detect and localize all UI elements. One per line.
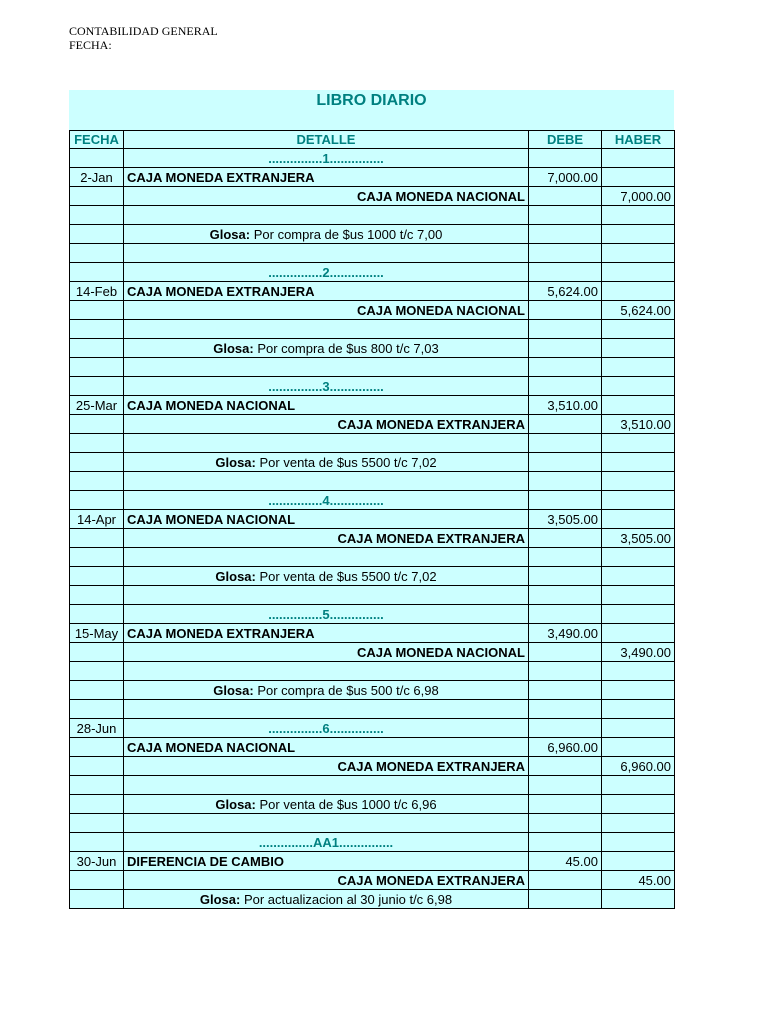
table-cell [124,814,529,833]
table-cell [602,377,675,396]
glosa-cell [124,890,529,909]
table-cell [602,396,675,415]
empty-row [70,206,675,225]
table-cell [602,225,675,244]
table-cell [70,567,124,586]
debit-account: CAJA MONEDA NACIONAL [124,510,529,529]
table-cell [529,263,602,282]
column-header-debe: DEBE [529,131,602,149]
glosa-row [70,339,675,358]
debit-account: CAJA MONEDA NACIONAL [124,738,529,757]
glosa-text: Por venta de $us 5500 t/c 7,02 [259,568,437,584]
empty-row [70,434,675,453]
entry-date [70,833,124,852]
glosa-row [70,890,675,909]
glosa-label: Glosa: [215,454,256,470]
entry-sequence: ...............6............... [124,719,529,738]
entry-date: 2-Jan [70,168,124,187]
haber-amount: 5,624.00 [602,301,675,320]
table-cell [529,662,602,681]
table-cell [529,700,602,719]
glosa-label: Glosa: [215,796,256,812]
glosa-cell [124,225,529,244]
empty-row [70,548,675,567]
table-cell [602,453,675,472]
table-cell [124,586,529,605]
table-cell [529,719,602,738]
table-cell [124,662,529,681]
table-cell [70,776,124,795]
table-cell [602,605,675,624]
credit-row [70,415,675,434]
credit-row [70,643,675,662]
glosa-row [70,225,675,244]
haber-amount: 3,510.00 [602,415,675,434]
glosa-cell [124,339,529,358]
table-cell [602,776,675,795]
table-cell [602,719,675,738]
table-cell [70,320,124,339]
table-cell [529,206,602,225]
entry-date: 28-Jun [70,719,124,738]
entry-sequence: ...............2............... [124,263,529,282]
entry-sequence: ...............4............... [124,491,529,510]
table-cell [529,890,602,909]
haber-amount: 6,960.00 [602,757,675,776]
haber-amount: 7,000.00 [602,187,675,206]
table-cell [602,681,675,700]
debe-amount: 3,490.00 [529,624,602,643]
page-title: LIBRO DIARIO [316,92,427,109]
debe-amount: 5,624.00 [529,282,602,301]
header-date-label: FECHA: [69,38,112,52]
credit-row [70,301,675,320]
table-cell [529,149,602,168]
sequence-row [70,377,675,396]
entry-sequence: ...............1............... [124,149,529,168]
table-cell [70,586,124,605]
table-cell [602,149,675,168]
table-cell [70,434,124,453]
credit-row [70,187,675,206]
glosa-row [70,567,675,586]
glosa-row [70,795,675,814]
table-cell [70,871,124,890]
table-cell [529,377,602,396]
table-cell [70,187,124,206]
debe-amount: 45.00 [529,852,602,871]
sequence-row [70,491,675,510]
debit-account: CAJA MONEDA EXTRANJERA [124,624,529,643]
credit-row [70,529,675,548]
table-cell [124,244,529,263]
table-cell [602,320,675,339]
debit-account: DIFERENCIA DE CAMBIO [124,852,529,871]
table-cell [602,548,675,567]
glosa-text: Por compra de $us 500 t/c 6,98 [257,682,439,698]
table-header-row [70,131,675,149]
table-cell [70,301,124,320]
table-cell [602,852,675,871]
table-cell [529,681,602,700]
table-cell [70,757,124,776]
table-cell [124,548,529,567]
table-cell [529,225,602,244]
glosa-cell [124,795,529,814]
table-cell [602,795,675,814]
glosa-label: Glosa: [213,682,254,698]
table-cell [529,320,602,339]
table-cell [602,206,675,225]
empty-row [70,472,675,491]
sequence-row [70,719,675,738]
entry-date [70,149,124,168]
document-header [69,24,218,52]
table-cell [529,339,602,358]
credit-account: CAJA MONEDA NACIONAL [124,187,529,206]
table-cell [529,776,602,795]
glosa-cell [124,453,529,472]
table-cell [602,472,675,491]
credit-account: CAJA MONEDA NACIONAL [124,301,529,320]
table-cell [529,491,602,510]
empty-row [70,814,675,833]
journal-table [69,130,675,909]
entry-sequence: ...............AA1............... [124,833,529,852]
glosa-text: Por venta de $us 5500 t/c 7,02 [259,454,437,470]
empty-row [70,358,675,377]
table-cell [602,510,675,529]
table-cell [602,624,675,643]
glosa-label: Glosa: [215,568,256,584]
table-cell [124,358,529,377]
empty-row [70,244,675,263]
empty-row [70,320,675,339]
table-cell [602,662,675,681]
credit-account: CAJA MONEDA NACIONAL [124,643,529,662]
column-header-detalle: DETALLE [124,131,529,149]
debit-row [70,282,675,301]
debe-amount: 6,960.00 [529,738,602,757]
table-cell [529,643,602,662]
column-header-fecha: FECHA [70,131,124,149]
table-cell [70,472,124,491]
table-cell [529,415,602,434]
table-cell [70,225,124,244]
table-cell [529,871,602,890]
table-cell [602,814,675,833]
table-cell [529,567,602,586]
table-cell [124,700,529,719]
table-cell [529,795,602,814]
journal-body [70,149,675,909]
table-cell [602,339,675,358]
entry-date: 14-Feb [70,282,124,301]
table-cell [602,567,675,586]
table-cell [529,548,602,567]
empty-row [70,700,675,719]
table-cell [602,738,675,757]
debit-account: CAJA MONEDA EXTRANJERA [124,168,529,187]
table-cell [529,453,602,472]
sequence-row [70,605,675,624]
table-cell [70,662,124,681]
entry-date: 30-Jun [70,852,124,871]
table-cell [529,434,602,453]
table-cell [529,529,602,548]
table-cell [602,168,675,187]
debe-amount: 7,000.00 [529,168,602,187]
table-cell [70,643,124,662]
column-header-haber: HABER [602,131,675,149]
empty-row [70,776,675,795]
table-cell [70,453,124,472]
table-cell [70,358,124,377]
empty-row [70,586,675,605]
credit-row [70,871,675,890]
glosa-cell [124,681,529,700]
credit-account: CAJA MONEDA EXTRANJERA [124,529,529,548]
table-cell [529,605,602,624]
table-cell [70,681,124,700]
glosa-text: Por compra de $us 800 t/c 7,03 [257,340,439,356]
table-cell [124,206,529,225]
table-cell [529,301,602,320]
entry-sequence: ...............5............... [124,605,529,624]
table-cell [602,282,675,301]
table-cell [70,814,124,833]
sequence-row [70,833,675,852]
glosa-label: Glosa: [213,340,254,356]
glosa-text: Por venta de $us 1000 t/c 6,96 [259,796,437,812]
table-cell [124,320,529,339]
glosa-label: Glosa: [199,891,241,907]
sequence-row [70,149,675,168]
table-cell [70,529,124,548]
glosa-text: Por compra de $us 1000 t/c 7,00 [253,226,443,242]
table-cell [70,339,124,358]
table-cell [602,434,675,453]
empty-row [70,662,675,681]
title-band [69,90,674,130]
haber-amount: 3,490.00 [602,643,675,662]
credit-account: CAJA MONEDA EXTRANJERA [124,871,529,890]
entry-date: 25-Mar [70,396,124,415]
debe-amount: 3,510.00 [529,396,602,415]
glosa-text: Por actualizacion al 30 junio t/c 6,98 [243,891,453,907]
debit-account: CAJA MONEDA EXTRANJERA [124,282,529,301]
table-cell [529,187,602,206]
debit-row [70,168,675,187]
table-cell [602,263,675,282]
glosa-row [70,681,675,700]
table-cell [529,472,602,491]
table-cell [602,890,675,909]
table-cell [529,244,602,263]
credit-account: CAJA MONEDA EXTRANJERA [124,415,529,434]
table-cell [529,586,602,605]
credit-account: CAJA MONEDA EXTRANJERA [124,757,529,776]
debit-row [70,852,675,871]
glosa-cell [124,567,529,586]
table-cell [70,206,124,225]
table-cell [70,244,124,263]
debe-amount: 3,505.00 [529,510,602,529]
table-cell [70,700,124,719]
table-cell [529,757,602,776]
haber-amount: 45.00 [602,871,675,890]
table-cell [602,700,675,719]
table-cell [124,776,529,795]
table-cell [124,472,529,491]
entry-date [70,263,124,282]
debit-row [70,396,675,415]
debit-row [70,624,675,643]
header-company: CONTABILIDAD GENERAL [69,24,218,38]
entry-date [70,738,124,757]
table-cell [529,833,602,852]
credit-row [70,757,675,776]
sequence-row [70,263,675,282]
table-cell [602,358,675,377]
debit-row [70,510,675,529]
glosa-label: Glosa: [209,226,251,242]
debit-row [70,738,675,757]
entry-date [70,377,124,396]
table-cell [70,795,124,814]
entry-date: 15-May [70,624,124,643]
table-cell [602,586,675,605]
table-cell [70,890,124,909]
table-cell [70,548,124,567]
haber-amount: 3,505.00 [602,529,675,548]
entry-sequence: ...............3............... [124,377,529,396]
entry-date [70,605,124,624]
table-cell [602,244,675,263]
debit-account: CAJA MONEDA NACIONAL [124,396,529,415]
table-cell [602,491,675,510]
table-cell [124,434,529,453]
table-cell [529,358,602,377]
glosa-row [70,453,675,472]
table-cell [602,833,675,852]
entry-date: 14-Apr [70,510,124,529]
table-cell [70,415,124,434]
entry-date [70,491,124,510]
table-cell [529,814,602,833]
